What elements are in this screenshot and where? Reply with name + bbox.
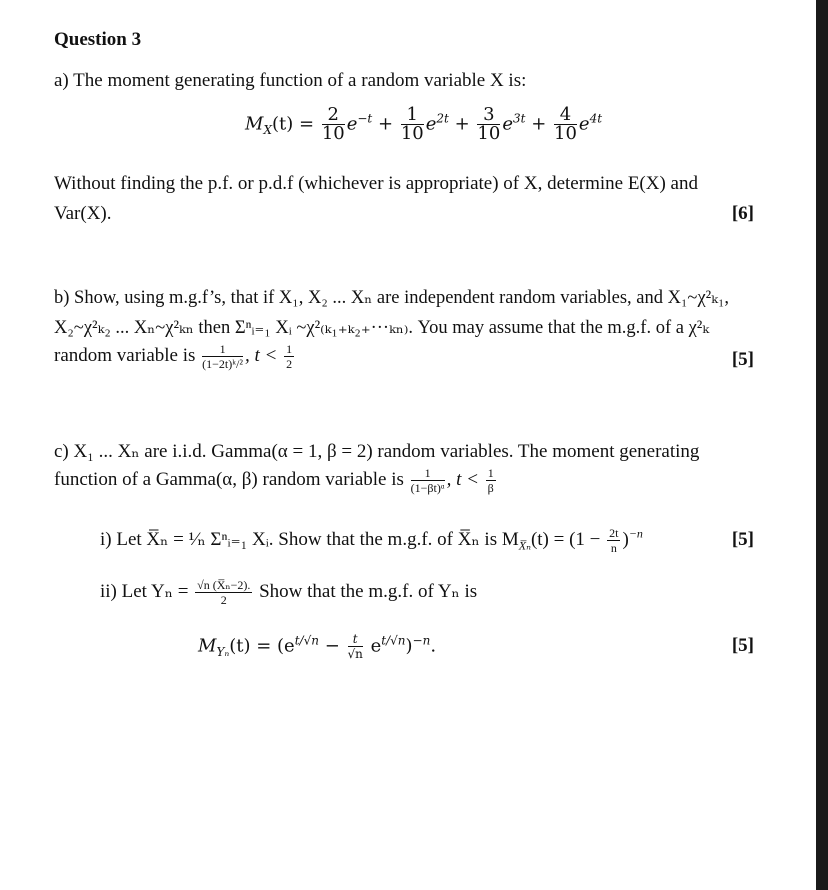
part-b-marks: [5] (731, 349, 754, 370)
mgf-symbol: M (245, 113, 264, 135)
part-c-i-statement: i) Let X̅ₙ = ¹⁄ₙ Σⁿᵢ₌₁ Xᵢ. Show that the m.g.f. of X̅ₙ is $M_{X̅_n}(t) = (1$ − $\frac{2t}{n}$ )$^{-n}$ (100, 526, 643, 555)
mgf-subscript: X (263, 123, 272, 138)
part-b-t-bound-fraction: $\frac{1}{2}$ (286, 342, 293, 371)
part-b-line-1: b) Show, using m.g.f’s, that if X₁, X₂ ... Xₙ are independent random variables, and X₁~χ²ₖ₁, (54, 288, 730, 308)
part-c-t-bound-fraction: $\frac{1}{\beta}$ (487, 466, 494, 495)
part-c-ii-mgf-equation: $M_{Y_n}(t) = (e^{t/√n}$ − $\frac{t}{√n}$ $e^{t/√n})^{-n}$. (198, 632, 437, 661)
mgf-term-3-exponent: 3t (512, 111, 526, 126)
mgf-term-4-fraction: $\frac{4}{10}$ (554, 104, 577, 144)
mgf-term-1-exponent: −t (357, 111, 373, 126)
mgf-argument: (t) = (271, 113, 315, 135)
mgf-term-3-fraction: $\frac{3}{10}$ (477, 104, 501, 144)
question-title: Question 3 (54, 29, 142, 50)
part-c-ii-marks: [5] (731, 635, 754, 656)
part-a-mgf-equation: $M_X(t)$ = $\frac{2}{10}$ $e^{-t}$ + $\frac{1}{10}$ $e^{2t}$ + $\frac{3}{10}$ $e^{3t}$ + $\frac{4}{10}$ $e^{4t}$ (245, 104, 603, 144)
part-a-line-1: Without finding the p.f. or p.d.f (whichever is appropriate) of X, determine E(X) and (54, 173, 698, 194)
part-c-i-fraction: $\frac{2t}{n}$ (609, 526, 619, 555)
mgf-term-2-fraction: $\frac{1}{10}$ (400, 104, 424, 144)
part-c-ii-fraction: $\frac{t}{√n}$ (347, 632, 363, 661)
mgf-term-2-exponent: 2t (436, 111, 449, 126)
part-a-marks: [6] (731, 203, 754, 224)
part-b-line-3: random variable is $\frac{1}{\text{(1−2t)ᵏ/²}}$ , t < $\frac{1}{2}$ (54, 342, 293, 371)
part-b-line-2: X₂~χ²ₖ₂ ... Xₙ~χ²ₖₙ then Σⁿᵢ₌₁ Xᵢ ~χ²₍ₖ₁₊ₖ₂₊···ₖₙ₎. You may assume that the m.g.f. of a χ²ₖ (54, 318, 710, 338)
mgf-term-1-fraction: $\frac{2}{10}$ (321, 104, 345, 144)
mgf-term-4-exponent: 4t (589, 111, 603, 126)
part-c-i-marks: [5] (731, 529, 754, 550)
part-a-line-2: Var(X). (54, 203, 112, 224)
part-c-ii-definition-fraction: $\frac{\text{√n (X̅ₙ−2).}}{2}$ (197, 578, 251, 607)
part-b-mgf-fraction: $\frac{1}{\text{(1−2t)ᵏ/²}}$ (202, 342, 243, 371)
part-c-line-2: function of a Gamma(α, β) random variable is $\frac{1}{\text{(1−βt)ᵅ}}$ , t < $\frac{1}{\beta}$ (54, 466, 494, 495)
part-c-line-1: c) X₁ ... Xₙ are i.i.d. Gamma(α = 1, β = 2) random variables. The moment generating (54, 441, 700, 462)
part-a-intro: a) The moment generating function of a random variable X is: (54, 70, 527, 91)
part-c-ii-statement: ii) Let Yₙ = $\frac{\text{√n (X̅ₙ−2).}}{2}$ Show that the m.g.f. of Yₙ is (100, 578, 478, 607)
part-c-mgf-fraction: $\frac{1}{\text{(1−βt)ᵅ}}$ (410, 466, 445, 495)
